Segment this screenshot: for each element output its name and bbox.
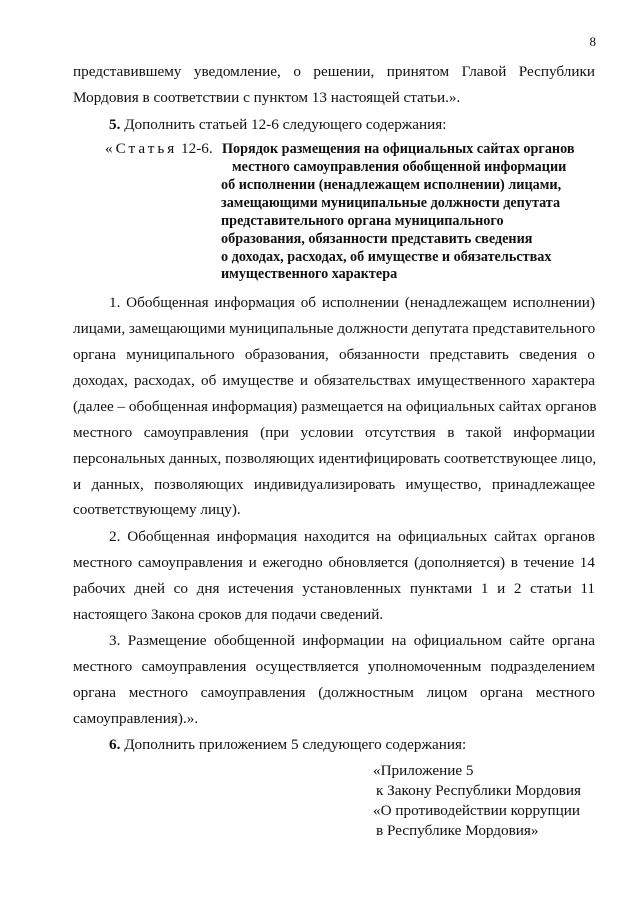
appendix-line-4: в Республике Мордовия» bbox=[376, 822, 539, 839]
article-title-line-4: замещающими муниципальные должности депутата bbox=[221, 195, 561, 211]
article-number: 12-6. bbox=[181, 140, 213, 157]
paragraph-1-line-5: (далее – обобщенная информация) размещается на официальных сайтах органов bbox=[73, 398, 597, 415]
article-title-line-3: об исполнении (ненадлежащем исполнении) лицами, bbox=[221, 177, 562, 193]
item-5-number: 5. bbox=[109, 116, 121, 133]
paragraph-1-line-4: доходах, расходах, об имуществе и обязательствах имущественного характера bbox=[73, 372, 595, 389]
appendix-line-3: «О противодействии коррупции bbox=[373, 802, 580, 819]
paragraph-1-line-2: лицами, замещающими муниципальные должности депутата представительного bbox=[73, 320, 596, 337]
paragraph-2-line-4: настоящего Закона сроков для подачи сведений. bbox=[73, 606, 384, 623]
appendix-line-1: «Приложение 5 bbox=[373, 762, 474, 779]
intro-line-2: Мордовия в соответствии с пунктом 13 настоящей статьи.». bbox=[73, 89, 461, 106]
item-5 bbox=[109, 115, 631, 134]
article-label bbox=[105, 139, 213, 158]
paragraph-2-line-3: рабочих дней со дня истечения установленных пунктами 1 и 2 статьи 11 bbox=[73, 580, 595, 597]
article-title-line-2: местного самоуправления обобщенной информации bbox=[232, 159, 567, 175]
article-prefix: «Статья bbox=[105, 140, 178, 157]
intro-line-1: представившему уведомление, о решении, принятом Главой Республики bbox=[73, 63, 595, 80]
paragraph-3-line-4: самоуправления).». bbox=[73, 710, 199, 727]
paragraph-1-line-6: местного самоуправления (при условии отсутствия в такой информации bbox=[73, 424, 595, 441]
article-title-line-5: представительного органа муниципального bbox=[221, 213, 504, 229]
article-title-line-8: имущественного характера bbox=[221, 266, 398, 282]
item-5-text: Дополнить статьей 12-6 следующего содержания: bbox=[124, 116, 447, 133]
paragraph-3-line-2: местного самоуправления осуществляется уполномоченным подразделением bbox=[73, 658, 595, 675]
article-title-line-7: о доходах, расходах, об имуществе и обязательствах bbox=[221, 249, 552, 265]
appendix-line-2: к Закону Республики Мордовия bbox=[376, 782, 581, 799]
paragraph-2-line-1: 2. Обобщенная информация находится на официальных сайтах органов bbox=[109, 528, 595, 545]
paragraph-3-line-1: 3. Размещение обобщенной информации на официальном сайте органа bbox=[109, 632, 595, 649]
item-6-number: 6. bbox=[109, 736, 121, 753]
paragraph-1-line-3: органа муниципального образования, обязанности представить сведения о bbox=[73, 346, 595, 363]
article-title-line-1: Порядок размещения на официальных сайтах органов bbox=[222, 141, 575, 157]
item-6 bbox=[109, 735, 631, 754]
paragraph-1-line-1: 1. Обобщенная информация об исполнении (ненадлежащем исполнении) bbox=[109, 294, 595, 311]
paragraph-2-line-2: местного самоуправления и ежегодно обновляется (дополняется) в течение 14 bbox=[73, 554, 595, 571]
paragraph-1-line-9: соответствующему лицу). bbox=[73, 501, 241, 518]
page-number: 8 bbox=[589, 34, 596, 49]
item-6-text: Дополнить приложением 5 следующего содержания: bbox=[124, 736, 467, 753]
article-title-line-6: образования, обязанности представить сведения bbox=[221, 231, 533, 247]
paragraph-3-line-3: органа местного самоуправления (должностным лицом органа местного bbox=[73, 684, 595, 701]
paragraph-1-line-8: и данных, позволяющих индивидуализировать имущество, принадлежащее bbox=[73, 476, 595, 493]
paragraph-1-line-7: персональных данных, позволяющих идентифицировать соответствующее лицо, bbox=[73, 450, 597, 467]
